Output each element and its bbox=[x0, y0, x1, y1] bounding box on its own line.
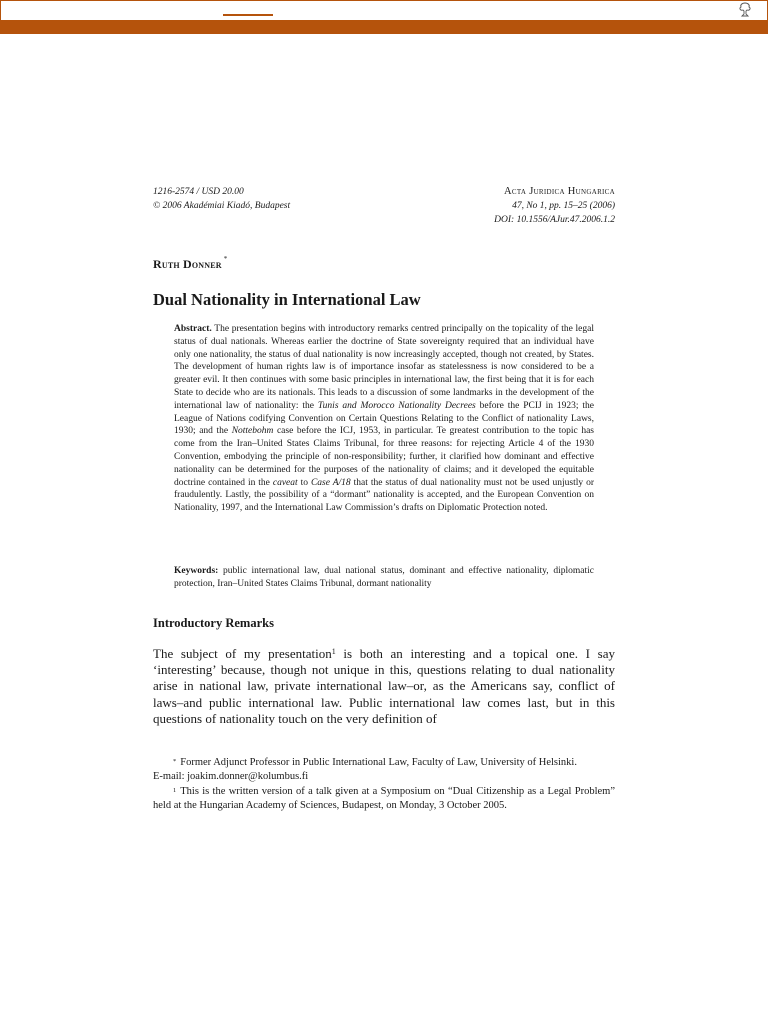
abstract-italic: Tunis and Morocco Nationality Decrees bbox=[317, 400, 476, 411]
top-toolbar bbox=[0, 0, 768, 20]
issn-price: 1216-2574 / USD 20.00 bbox=[153, 187, 244, 197]
footnote-mark: * bbox=[173, 758, 177, 765]
abstract-text: to bbox=[297, 477, 311, 488]
body-text: is both an interesting and a topical one. I say ‘interesting’ because, though not unique in this, questions relating to dual nationality arise in national law, private international law–or, as the Americans say, conflict of laws–and public international law. Public international law comes last, but in this questions of nationality touch on the very definition of bbox=[153, 646, 615, 726]
copyright: © 2006 Akadémiai Kiadó, Budapest bbox=[153, 201, 291, 211]
toolbar-border bbox=[0, 0, 768, 20]
abstract-text: that the status of dual nationality must not be used unjustly or fraudulently. Lastly, the possibility of a “dormant” nationality is accepted, and the European Convention on Nationality, 1997, and the International Law Commission’s drafts on Diplomatic Protection noted. bbox=[174, 477, 595, 514]
author-text: Ruth Donner bbox=[153, 257, 222, 271]
section-heading: Introductory Remarks bbox=[153, 616, 274, 630]
body-paragraph bbox=[153, 646, 615, 727]
abstract-text: case before the ICJ, 1953, in particular. Te greatest contribution to the topic has come from the Iran–United States Claims Tribunal, for three reasons: for rejecting Article 4 of the 1930 Convention, embodying the principle of non-responsibility; further, it clarified how dominant and effective nationality can be determined for the purposes of the nationality of claims; and it developed the equitable doctrine contained in the bbox=[174, 426, 594, 488]
volume-info: 47, No 1, pp. 15–25 (2006) bbox=[512, 201, 615, 211]
author-footnote-mark: * bbox=[223, 255, 228, 263]
footnote-ref[interactable]: 1 bbox=[331, 647, 336, 656]
abstract bbox=[174, 323, 594, 515]
body-text: The subject of my presentation bbox=[153, 646, 332, 661]
footnote-text: This is the written version of a talk given at a Symposium on “Dual Citizenship as a Legal Problem” held at the Hungarian Academy of Sciences, Budapest, on Monday, 3 October 2005. bbox=[153, 785, 615, 811]
doi: DOI: 10.1556/AJur.47.2006.1.2 bbox=[494, 215, 615, 225]
keywords-text: public international law, dual national status, dominant and effective nationality, diplomatic protection, Iran–United States Claims Tribunal, dormant nationality bbox=[174, 566, 595, 589]
footnotes bbox=[153, 756, 615, 813]
keywords-label: Keywords: bbox=[174, 566, 219, 576]
publication-info bbox=[153, 185, 290, 213]
abstract-label: Abstract. bbox=[174, 324, 212, 334]
keywords bbox=[174, 565, 594, 591]
abstract-italic: Nottebohm bbox=[231, 426, 274, 437]
footnote-2 bbox=[153, 785, 615, 814]
footnote-1 bbox=[153, 756, 615, 770]
footnote-text: Former Adjunct Professor in Public International Law, Faculty of Law, University of Helsinki. bbox=[180, 757, 577, 768]
footnote-email: E-mail: joakim.donner@kolumbus.fi bbox=[153, 771, 309, 783]
abstract-text: before the PCIJ in 1923; the League of Nations codifying Convention on Certain Questions Relating to the Conflict of nationality Laws, 1930; and the bbox=[174, 400, 595, 437]
tree-icon[interactable] bbox=[738, 2, 752, 18]
accent-banner bbox=[0, 20, 768, 34]
footnote-mark: 1 bbox=[173, 786, 177, 794]
journal-name: Acta Juridica Hungarica bbox=[504, 186, 615, 197]
active-tab-indicator[interactable] bbox=[223, 14, 273, 16]
abstract-italic: caveat bbox=[272, 477, 298, 488]
abstract-italic: Case A/18 bbox=[310, 477, 351, 488]
abstract-text: The presentation begins with introductory remarks centred principally on the topicality of the legal status of dual nationals. Whereas earlier the doctrine of State sovereignty required that an individual have only one nationality, the status of dual nationality is now increasingly accepted, though not created, by States. The development of human rights law is of importance insofar as statelessness is now considered to be a greater evil. It then continues with some basic principles in international law, the first being that it is for each State to decide who are its nationals. This leads to a discussion of some landmarks in the development of the international law of nationality: the bbox=[174, 324, 594, 411]
author-name bbox=[153, 257, 227, 272]
journal-info bbox=[494, 185, 615, 227]
article-title: Dual Nationality in International Law bbox=[153, 290, 421, 309]
